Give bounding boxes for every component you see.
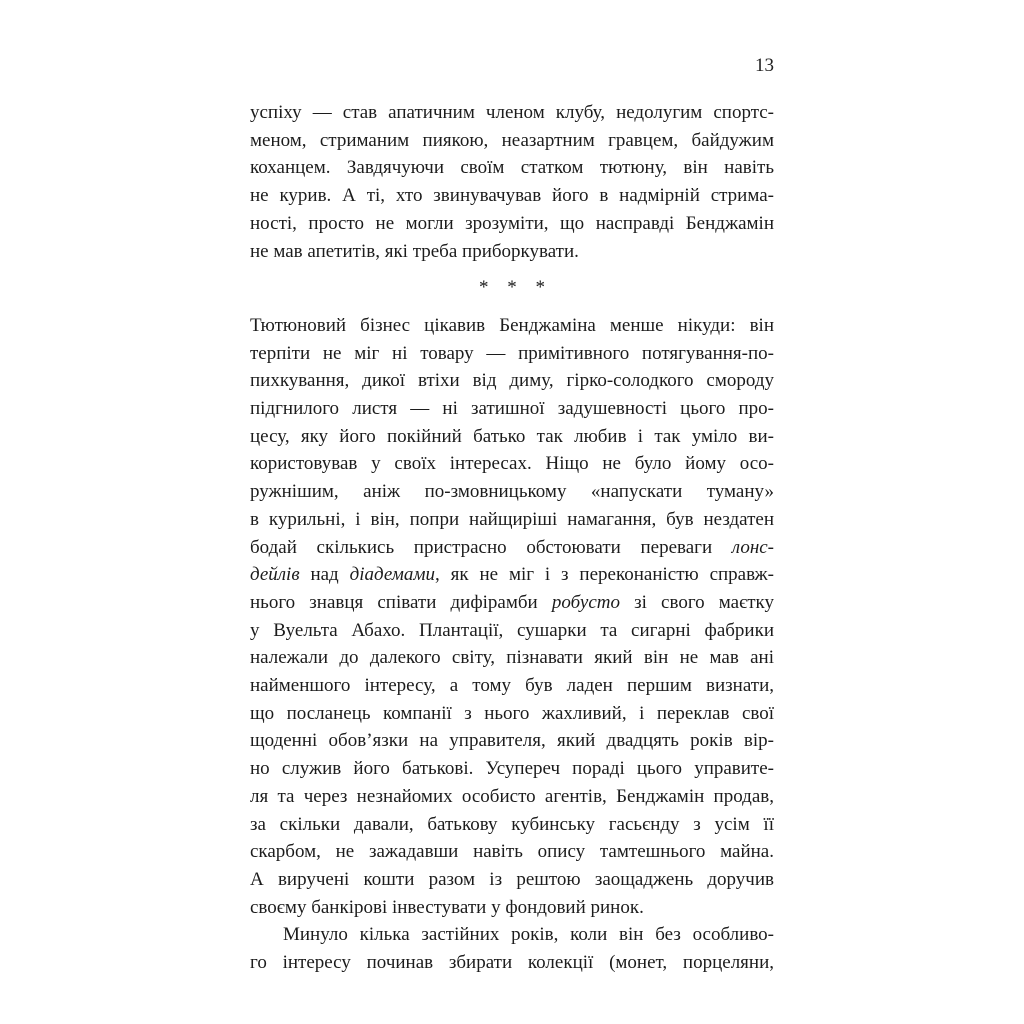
text-line [250, 182, 774, 210]
text-line [250, 755, 774, 783]
text-line [250, 478, 774, 506]
body-text: над [299, 564, 350, 586]
text-line [250, 534, 774, 562]
page-number: 13 [755, 55, 774, 76]
body-text: щоденні обов’язки на управителя, який двадцять років вір- [250, 730, 774, 752]
text-line [250, 644, 774, 672]
body-text: цесу, яку його покійний батько так любив і так уміло ви- [250, 425, 774, 447]
body-text: підгнилого листя — ні затишної задушевності цього про- [250, 398, 774, 420]
text-line [250, 154, 774, 182]
body-text: но служив його батькові. Усупереч пораді цього управите- [250, 758, 774, 780]
body-text: меном, стриманим пиякою, неазартним гравцем, байдужим [250, 129, 774, 151]
paragraph [250, 921, 774, 976]
italic-text: діадемами [349, 564, 436, 586]
text-line [250, 783, 774, 811]
body-text: найменшого інтересу, а тому був ладен першим визнати, [250, 675, 774, 697]
body-text: в курильні, і він, попри найщиріші намагання, був нездатен [250, 508, 774, 530]
paragraph [250, 99, 774, 265]
text-line [250, 367, 774, 395]
text-line [250, 450, 774, 478]
body-text: А виручені кошти разом із рештою заощаджень доручив [250, 868, 774, 890]
body-text: пихкування, дикої втіхи від диму, гірко-солодкого смороду [250, 370, 774, 392]
text-line [250, 561, 774, 589]
body-text: ля та через незнайомих особисто агентів, Бенджамін продав, [250, 785, 774, 807]
text-block [250, 99, 774, 977]
body-text: ності, просто не могли зрозуміти, що насправді Бенджамін [250, 212, 774, 234]
text-line [250, 811, 774, 839]
italic-text: дейлів [250, 564, 300, 586]
italic-text: лонс- [731, 536, 774, 558]
text-line [250, 617, 774, 645]
text-line [250, 866, 774, 894]
section-separator: * * * [479, 277, 552, 299]
text-line [250, 921, 774, 949]
body-text: Минуло кілька застійних років, коли він без особливо- [283, 924, 774, 946]
text-line [250, 672, 774, 700]
body-text: скарбом, не зажадавши навіть опису тамтешнього майна. [250, 841, 774, 863]
italic-text: робусто [551, 591, 621, 613]
text-line [250, 506, 774, 534]
body-text: не курив. А ті, хто звинувачував його в надмірній стрима- [250, 185, 774, 207]
body-text: успіху — став апатичним членом клубу, недолугим спортс- [250, 102, 774, 123]
text-line [250, 589, 774, 617]
text-line [250, 700, 774, 728]
body-text: го інтересу починав збирати колекції (монет, порцеляни, [250, 952, 774, 974]
body-text: не мав апетитів, які треба приборкувати. [250, 240, 579, 262]
body-text: ружнішим, аніж по-змовницькому «напускати туману» [250, 481, 774, 503]
text-line [250, 894, 774, 922]
text-line [250, 99, 774, 127]
body-text: зі свого маєтку [620, 591, 775, 613]
text-line [250, 210, 774, 238]
body-text: користовував у своїх інтересах. Ніщо не було йому осо- [250, 453, 774, 475]
text-line [250, 838, 774, 866]
body-text: бодай скількись пристрасно обстоювати переваги [250, 536, 732, 558]
body-text: належали до далекого світу, пізнавати який він не мав ані [250, 647, 774, 669]
text-line [250, 727, 774, 755]
body-text: що посланець компанії з нього жахливий, і переклав свої [250, 702, 774, 724]
body-text: нього знавця співати дифірамби [250, 591, 552, 613]
body-text: за скільки давали, батькову кубинську гасьєнду з усім її [250, 813, 774, 835]
text-line [250, 949, 774, 977]
body-text: своєму банкірові інвестувати у фондовий ринок. [250, 896, 644, 918]
text-line [250, 312, 774, 340]
body-text: Тютюновий бізнес цікавив Бенджаміна менше нікуди: він [250, 314, 774, 336]
body-text: , як не міг і з переконаністю справж- [435, 564, 774, 586]
body-text: терпіти не міг ні товару — примітивного потягування-по- [250, 342, 774, 364]
text-line [250, 340, 774, 368]
text-line [250, 127, 774, 155]
paragraph [250, 312, 774, 921]
body-text: у Вуельта Абахо. Плантації, сушарки та сигарні фабрики [250, 619, 774, 641]
text-line [250, 395, 774, 423]
text-line [250, 423, 774, 451]
text-line [250, 238, 774, 266]
body-text: коханцем. Завдячуючи своїм статком тютюну, він навіть [250, 157, 774, 179]
